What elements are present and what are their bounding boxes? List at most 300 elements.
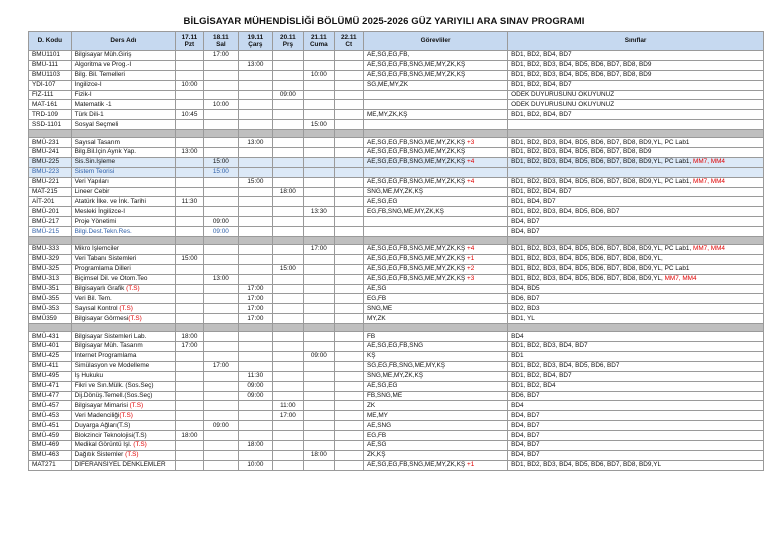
exam-time-cell [239,460,273,470]
exam-time-cell [239,177,273,187]
exam-time-cell [203,60,239,70]
course-name-note: (T.S) [125,451,139,459]
course-name-cell-text: Sayısal Tasarım [74,138,120,146]
exam-time-cell [304,51,334,61]
rooms-cell-text: BD1, BD2, BD3, BD4, BD5, BD6, BD7, BD8, BD9,YL, PC Lab1, [511,158,692,166]
exam-time-cell [304,314,334,324]
exam-time-cell [272,60,303,70]
course-name-cell [71,187,176,197]
exam-time-cell-text: 10:00 [212,100,229,108]
duties-cell [363,304,507,314]
course-name-cell [71,332,176,342]
exam-time-cell [203,120,239,130]
rooms-cell [508,157,764,167]
exam-time-cell [176,342,203,352]
exam-time-cell [203,361,239,371]
exam-time-cell [176,197,203,207]
duties-cell [363,450,507,460]
exam-time-cell [304,274,334,284]
duties-cell-text: FB [366,332,376,340]
exam-time-cell [304,207,334,217]
exam-time-cell [239,351,273,361]
exam-time-cell [203,274,239,284]
exam-time-cell [304,138,334,148]
course-name-cell [71,227,176,237]
duties-cell-text: AE,SG,EG,FB,SNG,ME,MY,ZK,KŞ [366,61,466,69]
exam-time-cell [334,351,363,361]
course-code-cell-text: BMÜ-221 [32,178,59,186]
exam-time-cell-text: 09:00 [247,382,264,390]
exam-time-cell [239,70,273,80]
exam-time-cell [203,284,239,294]
course-code-cell [29,80,72,90]
course-name-cell-text: Bilgisayarlı Grafik [74,285,127,293]
exam-time-cell [304,264,334,274]
rooms-cell [508,411,764,421]
course-code-cell-text: MAT-161 [32,100,58,108]
rooms-cell-text: BD1, BD2, BD4 [511,382,556,390]
course-code-cell-text: BMÜ-495 [32,372,59,380]
course-name-cell-text: Veri Yapıları [74,178,109,186]
exam-time-cell [304,167,334,177]
course-name-cell [71,264,176,274]
exam-time-cell [176,51,203,61]
course-name-cell [71,440,176,450]
exam-time-cell [176,411,203,421]
course-code-cell-text: MAT271 [32,461,56,469]
exam-time-cell [176,90,203,100]
course-code-cell-text: BMÜ-453 [32,411,59,419]
table-row [29,157,764,167]
course-name-cell [71,70,176,80]
rooms-cell-text: BD2, BD3 [511,304,540,312]
separator-cell [239,237,273,245]
separator-cell [334,324,363,332]
exam-time-cell [203,332,239,342]
course-name-cell-text: Lineer Cebir [74,188,110,196]
exam-time-cell [176,314,203,324]
table-row [29,70,764,80]
course-name-cell-text: Medikal Görüntü İşl. [74,441,134,449]
schedule-body [29,51,764,471]
course-name-cell [71,401,176,411]
col-day-header: 22.11 Ct [334,32,363,51]
exam-time-cell [304,371,334,381]
exam-time-cell [239,207,273,217]
exam-time-cell [304,381,334,391]
exam-time-cell [203,254,239,264]
rooms-cell [508,90,764,100]
exam-time-cell [304,401,334,411]
course-code-cell [29,148,72,158]
exam-time-cell-text: 17:00 [247,285,264,293]
rooms-cell-text: BD4, BD7 [511,217,540,225]
duties-cell-text: ME,MY,ZK,KŞ [366,110,408,118]
course-code-cell-text: AİT-201 [32,197,55,205]
exam-time-cell [304,120,334,130]
separator-cell [71,130,176,138]
course-code-cell-text: BMÜ-333 [32,245,59,253]
course-name-cell [71,138,176,148]
duties-cell [363,157,507,167]
rooms-cell [508,401,764,411]
rooms-cell [508,110,764,120]
course-name-note: (T.S) [129,401,144,409]
table-row [29,60,764,70]
course-code-cell [29,110,72,120]
duties-cell-text: AE,SG,EG,FB,SNG,ME,MY,ZK,KŞ [366,265,466,273]
exam-time-cell [272,245,303,255]
duties-cell [363,110,507,120]
course-code-cell [29,351,72,361]
exam-time-cell [334,120,363,130]
exam-time-cell [176,401,203,411]
separator-cell [334,130,363,138]
table-row [29,138,764,148]
course-name-cell-text: Bilgisayar Görmesi [74,314,129,322]
course-name-cell [71,381,176,391]
exam-time-cell [334,60,363,70]
exam-time-cell [304,440,334,450]
duties-cell-text: AE,SG,EG,FB,SNG,ME,MY,ZK,KŞ [366,461,466,469]
table-row [29,342,764,352]
rooms-extra: MM7, MM4 [691,158,725,166]
exam-time-cell [334,460,363,470]
duties-cell-text: ZK [366,401,376,409]
exam-time-cell [239,332,273,342]
exam-time-cell-text: 17:00 [247,314,264,322]
course-code-cell [29,157,72,167]
duties-extra-count: +4 [465,245,475,253]
exam-time-cell [176,284,203,294]
exam-time-cell-text: 17:00 [310,245,327,253]
course-code-cell-text: BMÜ-353 [32,304,59,312]
course-name-cell-text: Bilg.Bil.İçin Ayrık Yap. [74,148,137,156]
col-name-header: Ders Adı [71,32,176,51]
course-code-cell-text: BMÜ-313 [32,275,59,283]
course-name-note: (T.S) [133,441,147,449]
exam-time-cell [239,187,273,197]
course-name-cell [71,110,176,120]
exam-time-cell [334,450,363,460]
exam-time-cell [334,167,363,177]
course-code-cell-text: FİZ-111 [32,91,54,98]
duties-cell [363,138,507,148]
rooms-cell [508,70,764,80]
course-name-cell-text: Bilgisayar Müh. Tasarım [74,342,143,350]
course-name-cell [71,361,176,371]
exam-time-cell [203,167,239,177]
table-row [29,245,764,255]
duties-cell [363,284,507,294]
table-row [29,304,764,314]
exam-time-cell [272,460,303,470]
course-code-cell-text: TRD-109 [32,110,58,118]
rooms-cell [508,207,764,217]
exam-time-cell [272,391,303,401]
duties-extra-count: +1 [465,461,475,469]
duties-cell-text: SNG,ME,MY,ZK,KŞ [366,188,423,196]
exam-time-cell [176,381,203,391]
exam-time-cell [272,411,303,421]
course-name-cell [71,207,176,217]
course-code-cell-text: BMÜ-355 [32,294,59,302]
exam-time-cell [334,90,363,100]
exam-time-cell [272,371,303,381]
course-code-cell-text: BMÜ-351 [32,285,59,293]
exam-time-cell [239,110,273,120]
exam-time-cell [272,138,303,148]
exam-time-cell [176,207,203,217]
duties-cell [363,332,507,342]
duties-cell [363,217,507,227]
course-code-cell [29,294,72,304]
table-row [29,401,764,411]
rooms-cell [508,361,764,371]
exam-time-cell [176,60,203,70]
course-code-cell [29,274,72,284]
exam-time-cell [304,294,334,304]
separator-cell [334,237,363,245]
exam-time-cell [203,227,239,237]
course-name-cell [71,167,176,177]
table-row [29,264,764,274]
exam-time-cell [203,411,239,421]
rooms-cell [508,440,764,450]
duties-cell [363,460,507,470]
rooms-extra: MM7, MM4 [662,275,697,283]
exam-time-cell [239,304,273,314]
course-name-cell-text: Sosyal Seçmeli [74,120,119,128]
course-code-cell-text: BMÜ-225 [32,158,59,166]
rooms-cell-text: BD1, BD2, BD3, BD4, BD5, BD6, BD7, BD8, BD9,YL, PC Lab1, [511,178,692,186]
course-code-cell-text: BMÜ-477 [32,391,59,399]
col-day-header: 18.11 Sal [203,32,239,51]
course-code-cell-text: BMÜ-469 [32,441,59,449]
duties-extra-count: +3 [465,275,475,283]
rooms-cell-text: BD1, YL [511,314,535,322]
exam-time-cell [304,460,334,470]
course-name-cell-text: Bilgisayar Mimarisi [74,401,130,409]
rooms-cell-text: ODEK DUYURUSUNU OKUYUNUZ [511,100,615,108]
course-name-cell [71,60,176,70]
course-code-cell-text: BMÜ-431 [32,332,59,340]
table-row [29,332,764,342]
exam-time-cell [272,177,303,187]
rooms-cell [508,274,764,284]
exam-time-cell [203,80,239,90]
rooms-cell-text: BD4, BD5 [511,285,540,293]
exam-time-cell [203,351,239,361]
exam-time-cell-text: 10:00 [310,71,327,79]
exam-time-cell-text: 15:00 [181,255,198,263]
rooms-cell-text: BD1, BD2, BD4, BD7 [511,372,572,380]
course-code-cell [29,60,72,70]
duties-cell-text: AE,SG [366,441,387,449]
duties-cell [363,207,507,217]
exam-time-cell [239,361,273,371]
rooms-cell-text: BD1, BD2, BD3, BD4, BD5, BD6, BD7, BD8, BD9 [511,148,652,156]
table-row [29,391,764,401]
rooms-cell-text: BD1, BD2, BD3, BD4, BD5, BD6, BD7, BD8, BD9,YL, [511,275,663,283]
course-code-cell-text: BMÜ-457 [32,401,59,409]
separator-cell [239,324,273,332]
rooms-cell-text: BD1, BD2, BD3, BD4, BD5, BD6, BD7 [511,362,620,370]
exam-time-cell [334,381,363,391]
exam-time-cell [304,70,334,80]
duties-cell [363,167,507,177]
table-row [29,440,764,450]
course-code-cell [29,440,72,450]
separator-cell [71,324,176,332]
exam-time-cell [334,431,363,441]
exam-time-cell [334,294,363,304]
exam-time-cell [203,294,239,304]
exam-time-cell [272,148,303,158]
course-name-cell-text: Bilgisayar Müh.Giriş [74,51,132,59]
exam-time-cell [272,421,303,431]
duties-cell [363,351,507,361]
table-row [29,110,764,120]
exam-time-cell [176,332,203,342]
duties-cell-text: MY,ZK [366,314,386,322]
course-name-cell [71,304,176,314]
separator-cell [203,130,239,138]
course-name-cell [71,120,176,130]
table-row [29,167,764,177]
exam-time-cell [272,157,303,167]
exam-time-cell [176,361,203,371]
exam-time-cell [304,391,334,401]
course-code-cell-text: BMÜ-471 [32,382,59,390]
course-code-cell [29,381,72,391]
rooms-cell [508,381,764,391]
exam-time-cell-text: 17:00 [247,294,264,302]
exam-time-cell-text: 17:00 [181,342,198,350]
exam-time-cell [334,332,363,342]
exam-time-cell [239,227,273,237]
exam-time-cell [304,361,334,371]
exam-time-cell [176,440,203,450]
exam-time-cell [334,254,363,264]
duties-cell-text: AE,SG,EG,FB, [366,51,410,59]
exam-time-cell [334,361,363,371]
duties-extra-count: +2 [465,265,475,273]
rooms-cell [508,304,764,314]
duties-cell [363,431,507,441]
exam-time-cell [203,245,239,255]
course-code-cell [29,217,72,227]
separator-cell [272,237,303,245]
course-name-cell-text: Simülasyon ve Modelleme [74,362,150,370]
exam-time-cell [203,187,239,197]
duties-cell [363,70,507,80]
course-name-cell [71,100,176,110]
duties-cell [363,294,507,304]
separator-cell [272,324,303,332]
course-name-cell [71,148,176,158]
table-row [29,217,764,227]
course-code-cell [29,207,72,217]
course-name-cell-text: Türk Dili-1 [74,110,104,118]
exam-time-cell [239,371,273,381]
duties-cell-text: SNG,ME,MY,ZK,KŞ [366,372,423,380]
course-code-cell [29,361,72,371]
course-name-cell-text: Veri Bil. Tem. [74,294,112,302]
table-row [29,284,764,294]
course-name-cell [71,274,176,284]
exam-time-cell [176,217,203,227]
duties-cell-text: AE,SG,EG [366,382,398,390]
exam-time-cell-text: 10:00 [247,461,264,469]
exam-time-cell [239,401,273,411]
exam-time-cell [203,440,239,450]
rooms-cell-text: BD1, BD2, BD3, BD4, BD5, BD6, BD7, BD8, BD9,YL, [511,255,663,263]
course-name-cell-text: İnternet Programlama [74,352,137,360]
exam-time-cell [272,264,303,274]
exam-time-cell [239,421,273,431]
separator-cell [176,237,203,245]
course-name-cell [71,197,176,207]
duties-cell-text: AE,SG,EG,FB,SNG,ME,MY,ZK,KŞ [366,275,466,283]
exam-time-cell [272,51,303,61]
exam-time-cell [239,217,273,227]
exam-time-cell [304,245,334,255]
exam-time-cell [334,440,363,450]
rooms-cell [508,371,764,381]
duties-cell-text: ME,MY [366,411,388,419]
exam-time-cell [334,371,363,381]
exam-time-cell-text: 15:00 [212,168,229,176]
exam-time-cell [334,51,363,61]
course-name-cell [71,157,176,167]
exam-time-cell [334,187,363,197]
course-name-cell-text: Bilg. Bil. Temelleri [74,71,125,79]
exam-time-cell [239,100,273,110]
exam-time-cell [334,274,363,284]
duties-cell [363,187,507,197]
course-name-cell-text: Sis.Sin.İşleme [74,158,116,166]
duties-cell [363,148,507,158]
exam-time-cell [176,351,203,361]
exam-time-cell [304,100,334,110]
course-code-cell [29,120,72,130]
rooms-cell-text: BD1, BD2, BD3, BD4, BD5, BD6, BD7, BD8, BD9,YL, PC Lab1 [511,138,690,146]
duties-cell [363,421,507,431]
exam-time-cell-text: 09:00 [212,421,229,429]
duties-extra-count: +4 [465,158,475,166]
rooms-cell-text: BD1, BD2, BD3, BD4, BD5, BD6, BD7, BD8, BD9 [511,61,652,69]
rooms-cell [508,294,764,304]
course-code-cell-text: BMÜ-401 [32,342,59,350]
exam-time-cell-text: 09:00 [212,227,229,235]
rooms-cell-text: BD4, BD7 [511,411,540,419]
course-name-cell-text: Blokzincir Teknolojisi(T.S) [74,431,147,439]
rooms-cell [508,245,764,255]
table-row [29,177,764,187]
exam-time-cell [272,80,303,90]
course-name-cell-text: Dij.Dönüş.Temell.(Sos.Seç) [74,391,153,399]
exam-time-cell [203,207,239,217]
duties-cell [363,51,507,61]
exam-time-cell [176,138,203,148]
duties-cell-text: AE,SG,EG,FB,SNG,ME,MY,ZK,KŞ [366,138,466,146]
rooms-cell [508,450,764,460]
course-name-cell [71,80,176,90]
duties-cell [363,342,507,352]
rooms-cell-text: BD4 [511,332,524,340]
header-row [29,32,764,51]
